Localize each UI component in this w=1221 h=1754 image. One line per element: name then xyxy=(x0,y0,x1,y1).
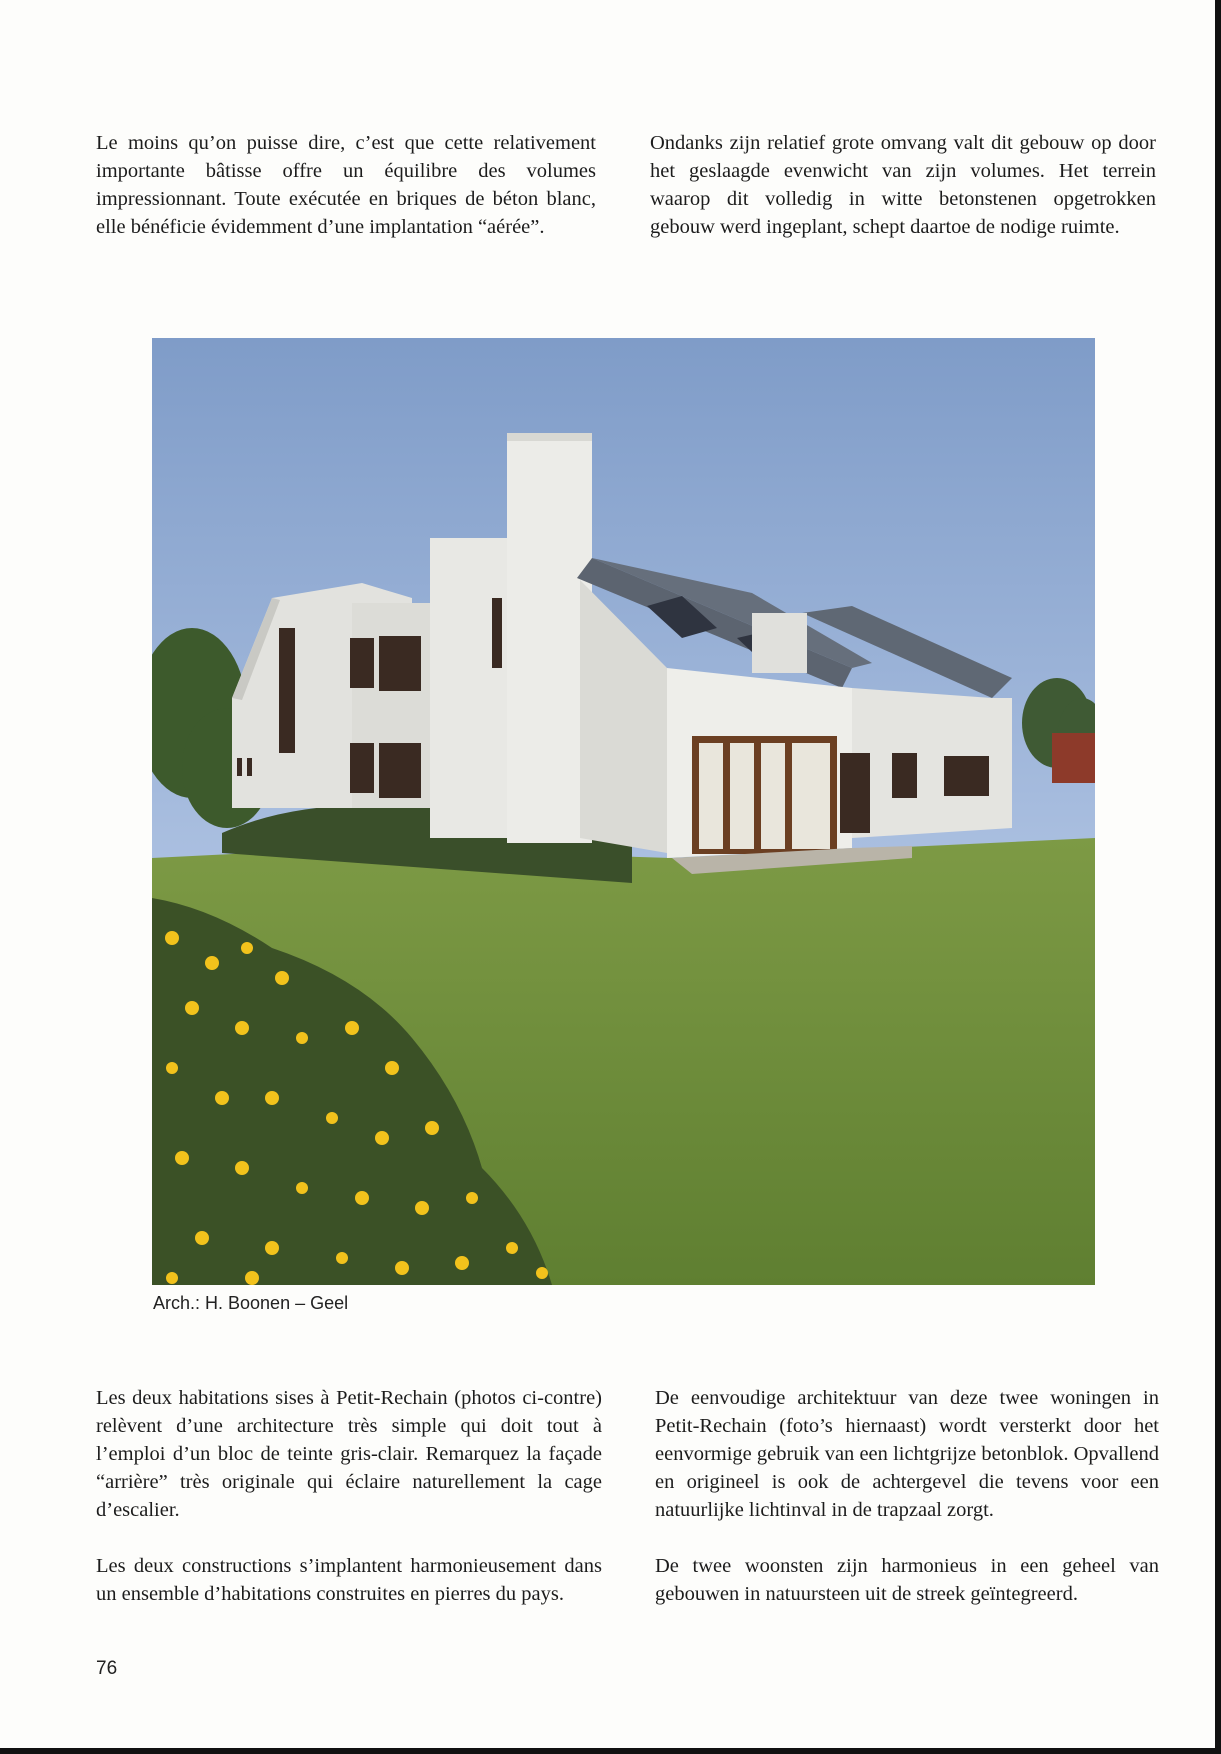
bottom-text-french xyxy=(96,1384,602,1608)
top-text-dutch xyxy=(650,129,1156,241)
chimney xyxy=(507,433,592,843)
paragraph-nl-intro: Ondanks zijn relatief grote omvang valt dit gebouw op door het geslaagde evenwicht van zijn volumes. Het terrein waarop dit volledig in witte betonstenen opgetrokken gebouw werd ingeplant, schept daartoe de nodige ruimte. xyxy=(650,132,1156,238)
top-text-french xyxy=(96,129,596,241)
bottom-text-dutch xyxy=(655,1384,1159,1608)
paragraph-fr-1: Les deux habitations sises à Petit-Rechain (photos ci-contre) relèvent d’une architecture très simple qui doit tout à l’emploi d’un bloc de teinte gris-clair. Remarquez la façade “arrière” très originale qui éclaire naturellement la cage d’escalier. xyxy=(96,1387,602,1521)
page-edge-bottom xyxy=(0,1748,1221,1754)
paragraph-fr-2: Les deux constructions s’implantent harmonieusement dans un ensemble d’habitations construites en pierres du pays. xyxy=(96,1555,602,1605)
paragraph-nl-2: De twee woonsten zijn harmonieus in een geheel van gebouwen in natuursteen uit de streek geïntegreerd. xyxy=(655,1555,1159,1605)
paragraph-nl-1: De eenvoudige architektuur van deze twee woningen in Petit-Rechain (foto’s hiernaast) wordt versterkt door het eenvormige gebruik van een lichtgrijze betonblok. Opvallend en origineel is ook de achtergevel die tevens voor een natuurlijke lichtinval in de trapzaal zorgt. xyxy=(655,1387,1159,1521)
paragraph-fr-intro: Le moins qu’on puisse dire, c’est que cette relativement importante bâtisse offre un équilibre des volumes impressionnant. Toute exécutée en briques de béton blanc, elle bénéficie évidemment d’une implantation “aérée”. xyxy=(96,132,596,238)
page-edge-right xyxy=(1215,0,1221,1754)
tall-block xyxy=(430,538,510,838)
architect-caption: Arch.: H. Boonen – Geel xyxy=(153,1293,349,1313)
house-photo xyxy=(152,338,1095,1285)
patio-doors xyxy=(692,736,837,854)
distant-house xyxy=(1052,733,1095,783)
page-number: 76 xyxy=(96,1658,118,1679)
